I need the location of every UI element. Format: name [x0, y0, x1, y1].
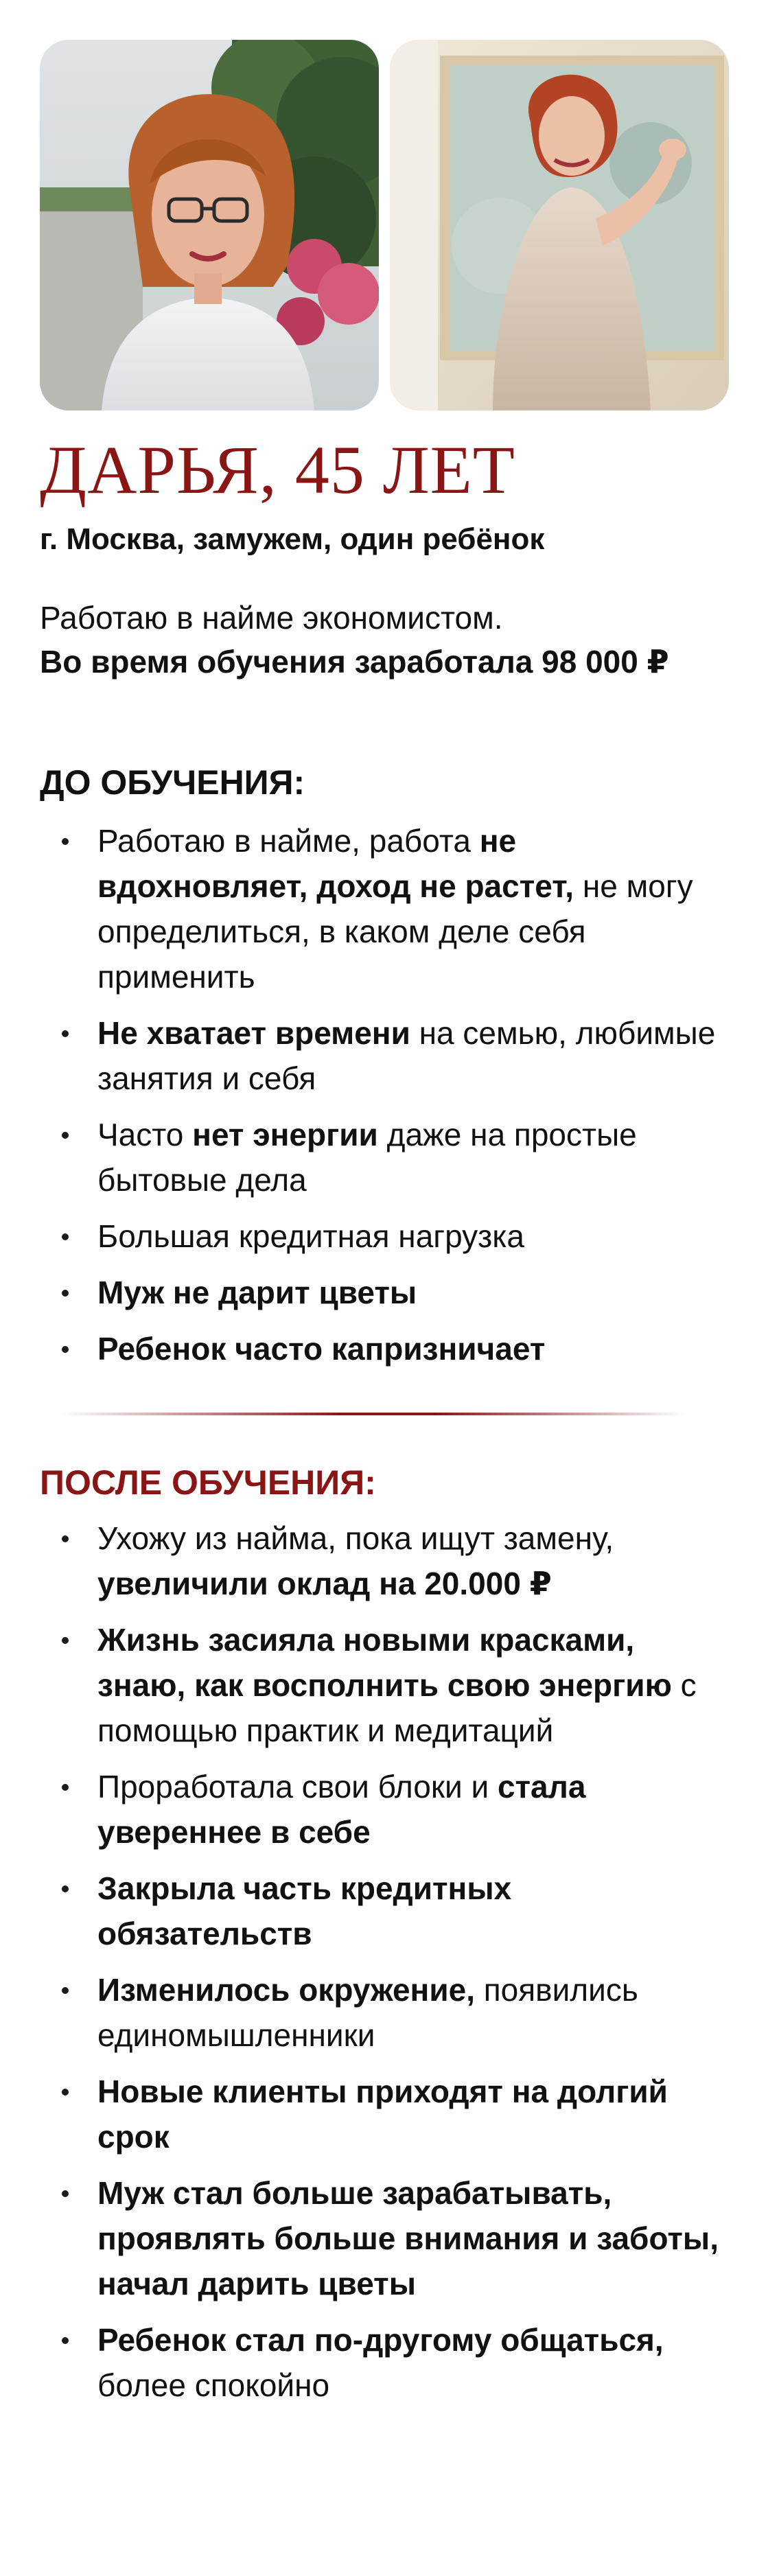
item-text-bold: Закрыла часть кредитных обязательств [97, 1870, 512, 1951]
list-item [40, 1967, 726, 2058]
bullet-icon [62, 1784, 69, 1791]
section-divider [60, 1413, 685, 1415]
item-text-bold: Не хватает времени [97, 1015, 410, 1051]
bullet-icon [62, 1290, 69, 1297]
earnings-highlight: Во время обучения заработала 98 000 ₽ [40, 644, 669, 680]
item-text-bold: нет энергии [192, 1117, 378, 1152]
item-text-bold: Ребенок стал по-другому общаться, [97, 2322, 664, 2358]
item-text-bold: увеличили оклад на 20.000 ₽ [97, 1566, 552, 1601]
list-item [40, 1326, 726, 1371]
bullet-icon [62, 1346, 69, 1353]
photo-before [40, 40, 379, 410]
list-item [40, 2069, 726, 2159]
list-item [40, 1010, 726, 1101]
intro-line: Работаю в найме экономистом. [40, 600, 503, 636]
item-text-bold: Жизнь засияла новыми красками, знаю, как восполнить свою энергию [97, 1622, 672, 1703]
bullet-icon [62, 1535, 69, 1542]
after-title: ПОСЛЕ ОБУЧЕНИЯ: [40, 1463, 376, 1502]
item-text: Проработала свои блоки и [97, 1769, 498, 1805]
item-text-bold: Изменилось окружение, [97, 1972, 475, 2008]
bullet-icon [62, 838, 69, 845]
item-text: Часто [97, 1117, 193, 1152]
bullet-icon [62, 2190, 69, 2197]
list-item [40, 1866, 726, 1956]
before-list [40, 818, 726, 1382]
item-text: появились единомышленники [97, 1972, 638, 2053]
item-text: Большая кредитная нагрузка [97, 1218, 524, 1254]
item-text: не могу определиться, в каком деле себя применить [97, 868, 693, 995]
item-text: даже на простые бытовые дела [97, 1117, 637, 1198]
item-text: более спокойно [97, 2367, 330, 2403]
item-text-bold: Новые клиенты приходят на долгий срок [97, 2074, 668, 2155]
bullet-icon [62, 2089, 69, 2096]
after-list [40, 1516, 726, 2419]
item-text-bold: Ребенок часто капризничает [97, 1331, 546, 1367]
item-text: с помощью практик и медитаций [97, 1667, 697, 1748]
bullet-icon [62, 2337, 69, 2344]
item-text: Ухожу из найма, пока ищут замену, [97, 1520, 614, 1556]
photo-row [40, 40, 729, 410]
bullet-icon [62, 1030, 69, 1037]
list-item [40, 1764, 726, 1855]
list-item [40, 1270, 726, 1315]
intro-text [40, 596, 712, 684]
list-item [40, 1617, 726, 1753]
list-item [40, 818, 726, 999]
list-item [40, 2170, 726, 2306]
bullet-icon [62, 1132, 69, 1139]
bullet-icon [62, 1637, 69, 1644]
bullet-icon [62, 1233, 69, 1240]
bullet-icon [62, 1885, 69, 1892]
list-item [40, 1214, 726, 1259]
item-text-bold: Муж не дарит цветы [97, 1275, 417, 1310]
item-text: Работаю в найме, работа [97, 823, 480, 859]
photo-after [390, 40, 729, 410]
list-item [40, 2317, 726, 2408]
item-text-bold: стала увереннее в себе [97, 1769, 586, 1850]
item-text-bold: Муж стал больше зарабатывать, проявлять больше внимания и заботы, начал дарить цветы [97, 2175, 719, 2301]
item-text-bold: не вдохновляет, доход не растет, [97, 823, 574, 904]
before-title: ДО ОБУЧЕНИЯ: [40, 763, 305, 802]
person-details: г. Москва, замужем, один ребёнок [40, 522, 545, 556]
person-name: ДАРЬЯ, 45 ЛЕТ [40, 432, 515, 508]
list-item [40, 1516, 726, 1606]
list-item [40, 1112, 726, 1203]
item-text: на семью, любимые занятия и себя [97, 1015, 716, 1096]
bullet-icon [62, 1987, 69, 1994]
